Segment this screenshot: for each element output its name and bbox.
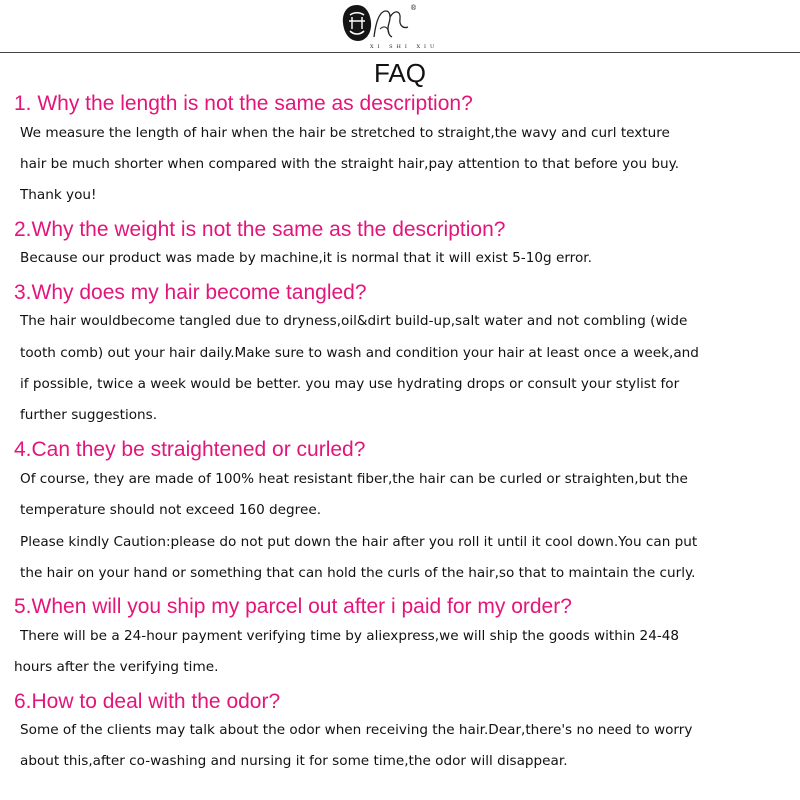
faq-answer-1-line-1: We measure the length of hair when the hair be stretched to straight,the wavy and curl texture — [20, 125, 670, 141]
faq-answer-4-line-1: Of course, they are made of 100% heat resistant fiber,the hair can be curled or straighten,but the — [20, 471, 688, 487]
faq-answer-3-line-1: The hair wouldbecome tangled due to dryness,oil&dirt build-up,salt water and not combling (wide — [20, 313, 688, 329]
faq-question-5: 5.When will you ship my parcel out after i paid for my order? — [14, 595, 572, 618]
logo-hair-silhouette-icon — [370, 7, 410, 41]
logo-wordmark: XI SHI XIU — [370, 44, 439, 50]
faq-answer-4-line-4: the hair on your hand or something that can hold the curls of the hair,so that to maintain the curly. — [20, 565, 696, 581]
faq-answer-6-line-1: Some of the clients may talk about the odor when receiving the hair.Dear,there's no need to worry — [20, 722, 693, 738]
faq-question-6: 6.How to deal with the odor? — [14, 690, 281, 713]
faq-answer-4-line-2: temperature should not exceed 160 degree. — [20, 502, 322, 518]
faq-answer-5-line-1: There will be a 24-hour payment verifying time by aliexpress,we will ship the goods within 24-48 — [20, 628, 680, 644]
faq-answer-5-line-2: hours after the verifying time. — [14, 659, 219, 675]
faq-question-4: 4.Can they be straightened or curled? — [14, 438, 366, 461]
brand-logo — [336, 3, 439, 50]
faq-question-1: 1. Why the length is not the same as description? — [14, 92, 473, 115]
faq-answer-1-line-3: Thank you! — [20, 187, 97, 203]
faq-question-3: 3.Why does my hair become tangled? — [14, 281, 367, 304]
faq-answer-6-line-2: about this,after co-washing and nursing it for some time,the odor will disappear. — [20, 753, 568, 769]
faq-answer-1-line-2: hair be much shorter when compared with the straight hair,pay attention to that before you buy. — [20, 156, 680, 172]
header-divider — [0, 52, 800, 53]
registered-mark: ® — [410, 4, 417, 12]
logo-emblem-icon — [340, 3, 374, 43]
faq-question-2: 2.Why the weight is not the same as the description? — [14, 218, 506, 241]
faq-answer-2-line-1: Because our product was made by machine,it is normal that it will exist 5-10g error. — [20, 250, 592, 266]
header — [0, 0, 800, 54]
faq-answer-4-line-3: Please kindly Caution:please do not put down the hair after you roll it until it cool down.You can put — [20, 534, 698, 550]
faq-answer-3-line-3: if possible, twice a week would be better. you may use hydrating drops or consult your stylist for — [20, 376, 680, 392]
faq-answer-3-line-4: further suggestions. — [20, 407, 158, 423]
faq-answer-3-line-2: tooth comb) out your hair daily.Make sure to wash and condition your hair at least once a week,and — [20, 345, 699, 361]
page-title: FAQ — [373, 58, 426, 88]
